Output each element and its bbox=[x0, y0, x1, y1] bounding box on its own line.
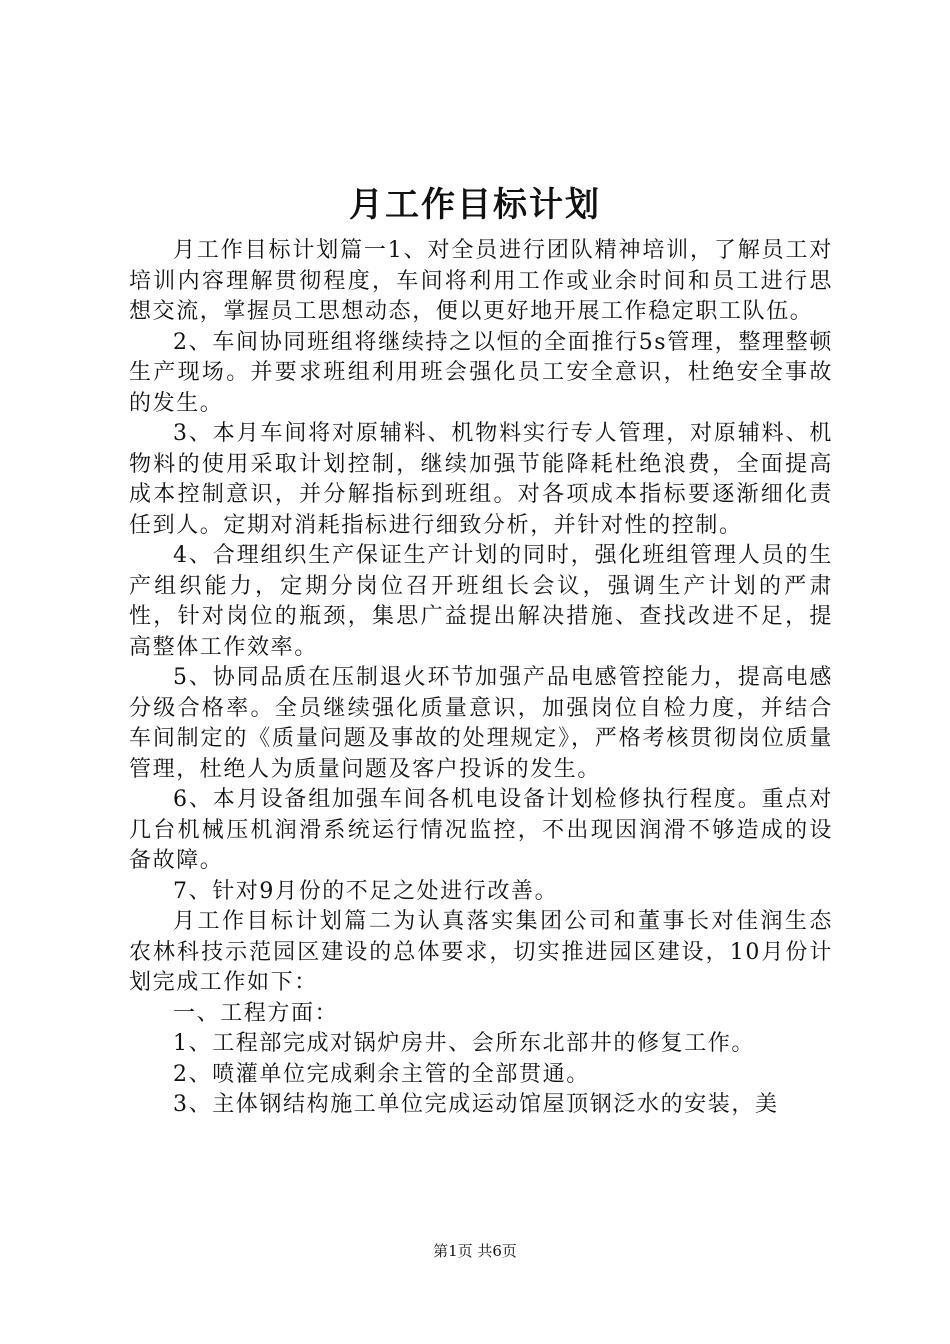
paragraph: 1、工程部完成对锅炉房井、会所东北部井的修复工作。 bbox=[173, 1031, 755, 1056]
paragraph: 3、主体钢结构施工单位完成运动馆屋顶钢泛水的安装，美 bbox=[173, 1092, 779, 1117]
document-title: 月工作目标计划 bbox=[349, 185, 601, 225]
paragraph: 月工作目标计划篇一1、对全员进行团队精神培训，了解员工对培训内容理解贯彻程度，车间将利用工作或业余时间和员工进行思想交流，掌握员工思想动态，便以更好地开展工作稳定职工队伍。 bbox=[129, 238, 833, 324]
page-footer: 第1页 共6页 bbox=[433, 1242, 517, 1260]
paragraph: 2、喷灌单位完成剩余主管的全部贯通。 bbox=[173, 1061, 590, 1087]
paragraph: 3、本月车间将对原辅料、机物料实行专人管理，对原辅料、机物料的使用采取计划控制，继续加强节能降耗杜绝浪费，全面提高成本控制意识，并分解指标到班组。对各项成本指标要逐渐细化责任到人。定期对消耗指标进行细致分析，并针对性的控制。 bbox=[129, 421, 833, 538]
paragraph: 5、协同品质在压制退火环节加强产品电感管控能力，提高电感分级合格率。全员继续强化质量意识，加强岗位自检力度，并结合车间制定的《质量问题及事故的处理规定》，严格考核贯彻岗位质量管理，杜绝人为质量问题及客户投诉的发生。 bbox=[129, 665, 833, 782]
paragraph: 4、合理组织生产保证生产计划的同时，强化班组管理人员的生产组织能力，定期分岗位召开班组长会议，强调生产计划的严肃性，针对岗位的瓶颈，集思广益提出解决措施、查找改进不足，提高整体工作效率。 bbox=[129, 543, 833, 660]
paragraph: 月工作目标计划篇二为认真落实集团公司和董事长对佳润生态农林科技示范园区建设的总体要求，切实推进园区建设，10月份计划完成工作如下： bbox=[129, 909, 833, 995]
paragraph: 7、针对9月份的不足之处进行改善。 bbox=[173, 878, 559, 904]
document-body bbox=[129, 236, 833, 1121]
paragraph: 2、车间协同班组将继续持之以恒的全面推行5s管理，整理整顿生产现场。并要求班组利用班会强化员工安全意识，杜绝安全事故的发生。 bbox=[129, 329, 833, 416]
paragraph: 一、工程方面： bbox=[173, 1000, 339, 1026]
paragraph: 6、本月设备组加强车间各机电设备计划检修执行程度。重点对几台机械压机润滑系统运行情况监控，不出现因润滑不够造成的设备故障。 bbox=[129, 787, 833, 873]
